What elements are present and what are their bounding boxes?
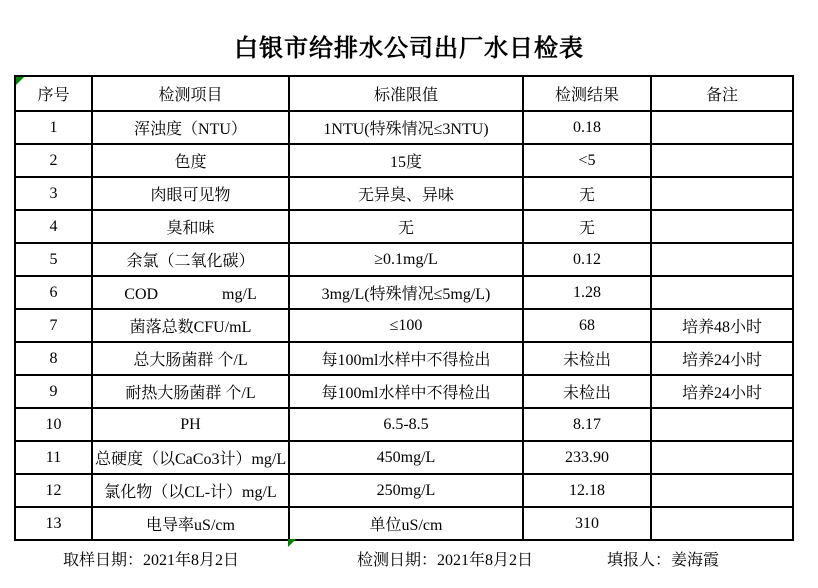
remark-cell: 培养24小时 [651, 375, 793, 408]
table-row [15, 408, 793, 441]
table-row [15, 144, 793, 177]
result-cell: 0.12 [523, 243, 651, 276]
item-cell: 肉眼可见物 [92, 177, 289, 210]
item-cell: 总硬度（以CaCo3计）mg/L [92, 441, 289, 474]
header-no: 序号 [15, 76, 92, 111]
result-cell: 无 [523, 210, 651, 243]
inspection-table-body [15, 111, 793, 540]
remark-cell [651, 177, 793, 210]
inspection-table [14, 75, 794, 541]
standard-cell: ≤100 [289, 309, 523, 342]
header-remark: 备注 [651, 76, 793, 111]
standard-cell: ≥0.1mg/L [289, 243, 523, 276]
result-cell: 12.18 [523, 474, 651, 507]
result-cell: 310 [523, 507, 651, 540]
excel-bottom-marker-icon [288, 539, 296, 547]
item-cell: 浑浊度（NTU） [92, 111, 289, 144]
table-row [15, 342, 793, 375]
table-row [15, 474, 793, 507]
header-row [15, 76, 793, 111]
test-date: 检测日期：2021年8月2日 [357, 552, 534, 569]
row-number-cell: 3 [15, 177, 92, 210]
row-number-cell: 8 [15, 342, 92, 375]
table-row [15, 243, 793, 276]
table-row [15, 441, 793, 474]
item-cell: 氯化物（以CL-计）mg/L [92, 474, 289, 507]
result-cell: 0.18 [523, 111, 651, 144]
remark-cell: 培养48小时 [651, 309, 793, 342]
standard-cell: 无 [289, 210, 523, 243]
result-cell: <5 [523, 144, 651, 177]
row-number-cell: 11 [15, 441, 92, 474]
row-number-cell: 9 [15, 375, 92, 408]
remark-cell [651, 474, 793, 507]
standard-cell: 1NTU(特殊情况≤3NTU) [289, 111, 523, 144]
row-number-cell: 5 [15, 243, 92, 276]
standard-cell: 450mg/L [289, 441, 523, 474]
remark-cell [651, 507, 793, 540]
row-number-cell: 10 [15, 408, 92, 441]
item-cell: COD mg/L [92, 276, 289, 309]
row-number-cell: 1 [15, 111, 92, 144]
result-cell: 68 [523, 309, 651, 342]
standard-cell: 15度 [289, 144, 523, 177]
reporter-name: 填报人：姜海霞 [607, 552, 720, 569]
result-cell: 未检出 [523, 375, 651, 408]
remark-cell [651, 144, 793, 177]
result-cell: 无 [523, 177, 651, 210]
item-cell: PH [92, 408, 289, 441]
remark-cell [651, 276, 793, 309]
table-row [15, 111, 793, 144]
item-cell: 总大肠菌群 个/L [92, 342, 289, 375]
item-cell: 菌落总数CFU/mL [92, 309, 289, 342]
item-cell: 耐热大肠菌群 个/L [92, 375, 289, 408]
standard-cell: 无异臭、异味 [289, 177, 523, 210]
remark-cell [651, 408, 793, 441]
row-number-cell: 7 [15, 309, 92, 342]
remark-cell [651, 441, 793, 474]
table-row [15, 276, 793, 309]
table-row [15, 507, 793, 540]
item-cell: 电导率uS/cm [92, 507, 289, 540]
remark-cell [651, 243, 793, 276]
remark-cell: 培养24小时 [651, 342, 793, 375]
standard-cell: 每100ml水样中不得检出 [289, 342, 523, 375]
remark-cell [651, 111, 793, 144]
header-item: 检测项目 [92, 76, 289, 111]
table-row [15, 177, 793, 210]
table-row [15, 210, 793, 243]
table-row [15, 309, 793, 342]
item-cell: 色度 [92, 144, 289, 177]
table-row [15, 375, 793, 408]
header-result: 检测结果 [523, 76, 651, 111]
standard-cell: 250mg/L [289, 474, 523, 507]
row-number-cell: 12 [15, 474, 92, 507]
page-title: 白银市给排水公司出厂水日检表 [234, 36, 584, 62]
row-number-cell: 6 [15, 276, 92, 309]
row-number-cell: 13 [15, 507, 92, 540]
standard-cell: 3mg/L(特殊情况≤5mg/L) [289, 276, 523, 309]
result-cell: 8.17 [523, 408, 651, 441]
header-standard: 标准限值 [289, 76, 523, 111]
item-cell: 臭和味 [92, 210, 289, 243]
row-number-cell: 2 [15, 144, 92, 177]
result-cell: 233.90 [523, 441, 651, 474]
row-number-cell: 4 [15, 210, 92, 243]
standard-cell: 每100ml水样中不得检出 [289, 375, 523, 408]
result-cell: 1.28 [523, 276, 651, 309]
standard-cell: 6.5-8.5 [289, 408, 523, 441]
inspection-table-header [15, 76, 793, 111]
sample-date: 取样日期：2021年8月2日 [63, 552, 240, 569]
remark-cell [651, 210, 793, 243]
item-cell: 余氯（二氧化碳） [92, 243, 289, 276]
standard-cell: 单位uS/cm [289, 507, 523, 540]
result-cell: 未检出 [523, 342, 651, 375]
